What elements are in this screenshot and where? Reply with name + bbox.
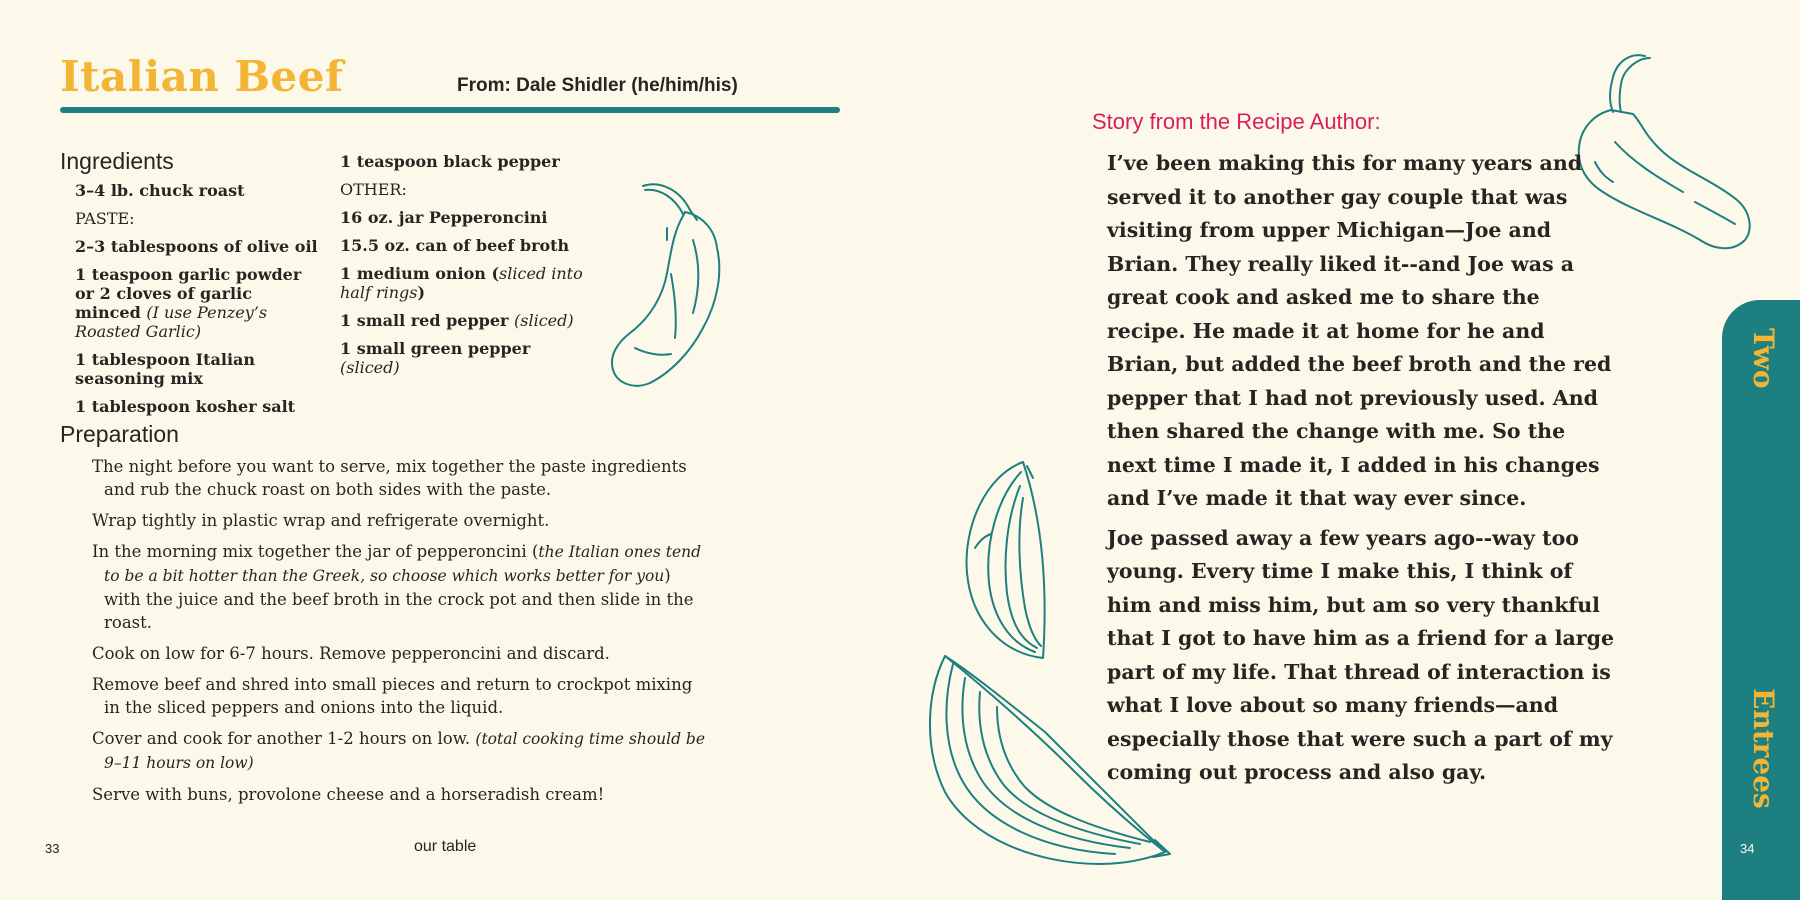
ingredient-item: 15.5 oz. can of beef broth [340,236,570,255]
ingredient-text: 1 teaspoon garlic powder or 2 cloves of garlic minced [75,265,302,322]
prep-step: Cook on low for 6-7 hours. Remove pepperoncini and discard. [92,644,610,663]
ingredient-text: 1 small red pepper [340,311,515,330]
prep-step [92,727,712,775]
prep-step [92,540,712,634]
ingredient-text: ) [417,283,426,302]
chapter-tab-title: Entrees [1747,688,1780,809]
ingredient-group-label: PASTE: [75,209,135,228]
ingredient-group-label: OTHER: [340,180,407,199]
ingredient-note: (sliced) [514,311,574,330]
ingredient-item [75,265,320,341]
preparation-steps [92,455,712,814]
story-body [1107,147,1617,796]
footer-brand: our table [414,838,477,855]
ingredients-list-1 [75,181,320,425]
ingredient-note: (I use Penzey’s Roasted Garlic) [75,303,268,341]
ingredient-item [340,339,585,377]
page-number-right: 34 [1740,841,1755,856]
story-paragraph: Joe passed away a few years ago--way too young. Every time I make this, I think of him and miss him, but am so very thankful that I got to have him as a friend for a large part of my life. That thread of interaction is what I love about so many friends—and especially those that were such a part of my coming out process and also gay. [1107,525,1614,784]
onion-slice-illustration [955,458,1055,663]
prep-text: ) with the juice and the beef broth in the crock pot and then slide in the roast. [104,566,694,632]
prep-note: the Italian ones tend to be a bit hotter than the Greek, so choose which works better for you [104,543,702,585]
ingredient-item [340,311,585,330]
prep-text: In the morning mix together the jar of pepperoncini ( [92,542,539,561]
ingredients-heading: Ingredients [60,148,174,174]
prep-note: (total cooking time should be 9–11 hours on low) [104,730,706,772]
page-number-left: 33 [45,841,60,856]
story-heading: Story from the Recipe Author: [1092,109,1381,134]
prep-step: Serve with buns, provolone cheese and a horseradish cream! [92,785,605,804]
recipe-title: Italian Beef [60,52,344,101]
ingredient-note: (sliced) [340,358,400,377]
chapter-tab-number: Two [1747,328,1780,389]
ingredient-item: 16 oz. jar Pepperoncini [340,208,548,227]
prep-text: Cover and cook for another 1-2 hours on low. [92,729,476,748]
ingredient-item: 3–4 lb. chuck roast [75,181,245,200]
ingredient-text: 1 medium onion ( [340,264,500,283]
prep-step: The night before you want to serve, mix together the paste ingredients and rub the chuck roast on both sides with the paste. [92,457,687,499]
prep-step: Wrap tightly in plastic wrap and refrigerate overnight. [92,511,550,530]
ingredient-text: 1 small green pepper [340,339,531,358]
ingredient-item: 1 teaspoon black pepper [340,152,560,171]
preparation-heading: Preparation [60,421,179,447]
chapter-tab [1722,300,1800,900]
ingredient-item: 2–3 tablespoons of olive oil [75,237,318,256]
story-paragraph: I’ve been making this for many years and served it to another gay couple that was visiting from upper Michigan—Joe and Brian. They really liked it--and Joe was a great cook and asked me to share the recipe. He made it at home for he and Brian, but added the beef broth and the red pepper that I had not previously used. And then shared the change with me. So the next time I made it, I added in his changes and I’ve made it that way ever since. [1107,151,1612,510]
ingredients-list-2 [340,152,585,386]
recipe-author: From: Dale Shidler (he/him/his) [457,75,738,96]
ingredient-item: 1 tablespoon kosher salt [75,397,296,416]
pepperoncini-illustration [605,178,755,393]
ingredient-item: 1 tablespoon Italian seasoning mix [75,350,256,388]
title-divider [60,107,840,113]
ingredient-item [340,264,585,302]
prep-step: Remove beef and shred into small pieces and return to crockpot mixing in the sliced peppers and onions into the liquid. [92,675,693,717]
ingredient-note: sliced into half rings [340,264,583,302]
